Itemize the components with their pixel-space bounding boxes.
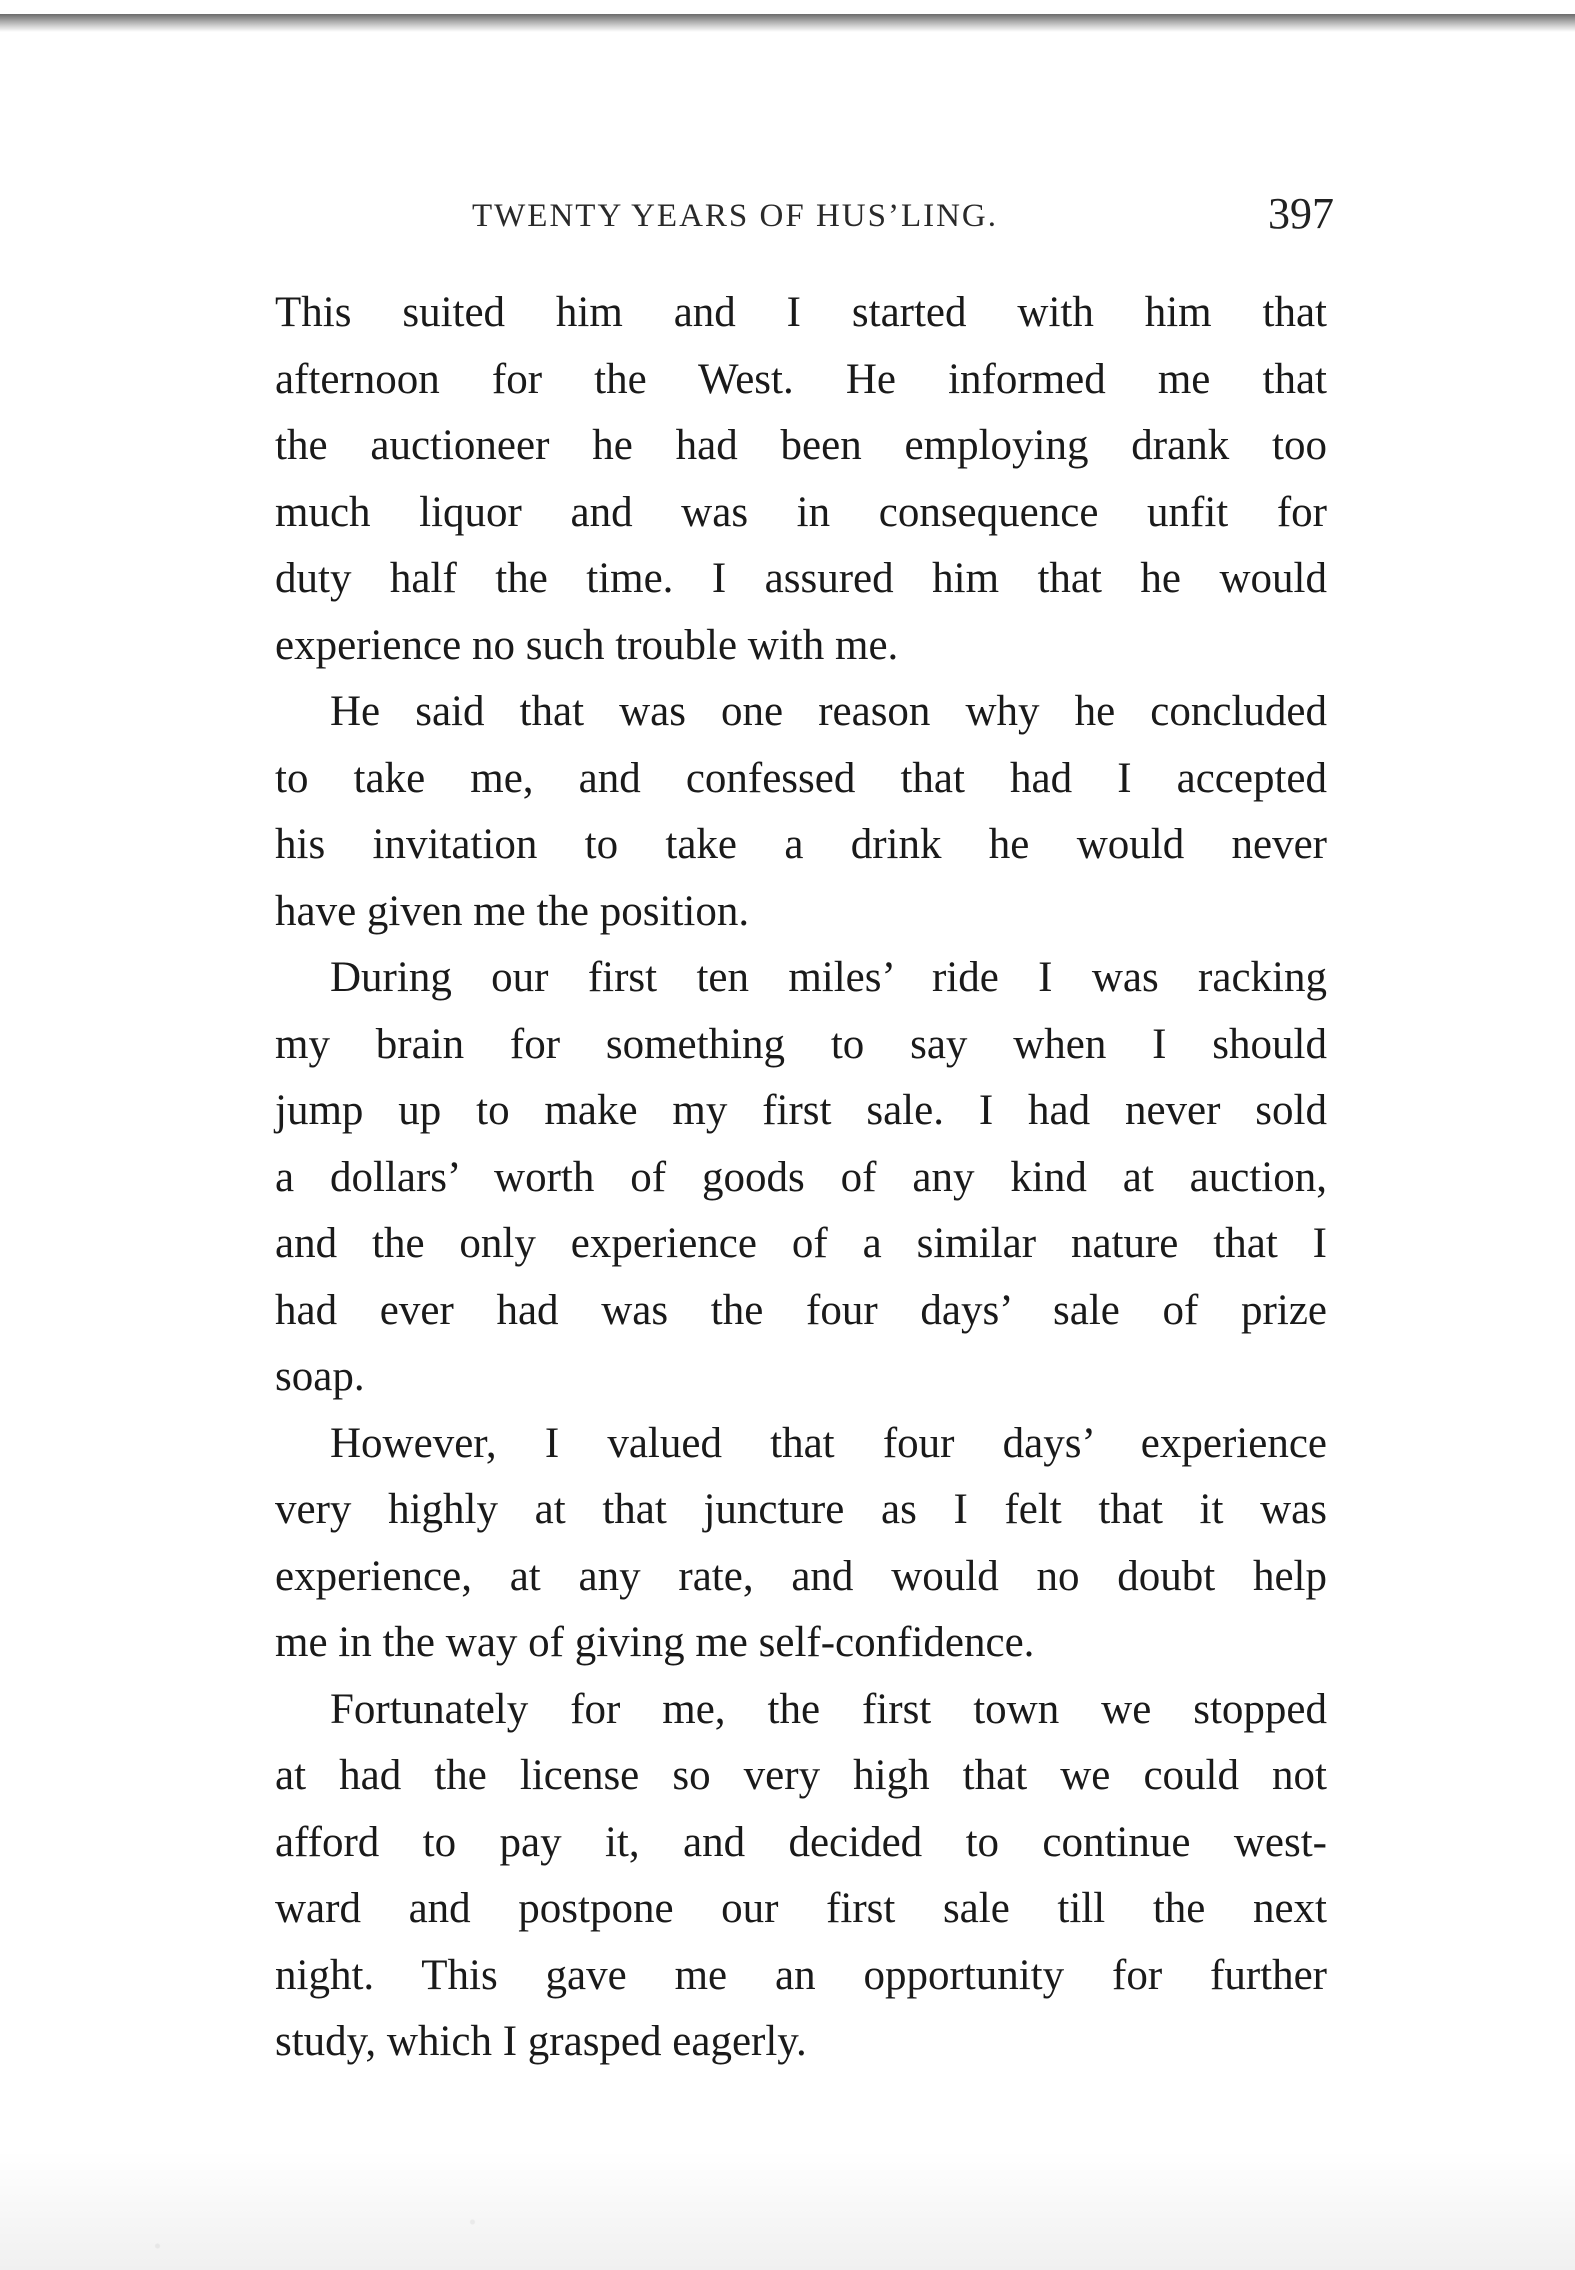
page-number: 397 bbox=[1268, 189, 1334, 238]
text-line: Fortunately for me, the first town we stopped bbox=[330, 1685, 1327, 1733]
text-line: night. This gave me an opportunity for further bbox=[275, 1951, 1327, 1999]
text-line: to take me, and confessed that had I accepted bbox=[275, 754, 1327, 802]
paragraph bbox=[275, 679, 1327, 945]
text-line: his invitation to take a drink he would never bbox=[275, 821, 1327, 868]
text-line: However, I valued that four days’ experience bbox=[330, 1419, 1327, 1467]
text-line: my brain for something to say when I should bbox=[275, 1020, 1327, 1068]
text-line: afford to pay it, and decided to continue west- bbox=[275, 1818, 1327, 1866]
paragraph bbox=[275, 1411, 1327, 1677]
paragraph bbox=[275, 1677, 1327, 2076]
text-line: at had the license so very high that we could not bbox=[275, 1752, 1327, 1799]
text-line: soap. bbox=[275, 1353, 365, 1400]
text-line: jump up to make my first sale. I had never sold bbox=[275, 1087, 1327, 1134]
text-line: experience no such trouble with me. bbox=[275, 621, 899, 669]
text-line: very highly at that juncture as I felt that it was bbox=[275, 1486, 1327, 1533]
text-line: study, which I grasped eagerly. bbox=[275, 2018, 807, 2065]
scan-top-edge bbox=[0, 14, 1575, 32]
text-line: had ever had was the four days’ sale of prize bbox=[275, 1286, 1327, 1334]
text-line: much liquor and was in consequence unfit for bbox=[275, 488, 1327, 536]
text-line: experience, at any rate, and would no doubt help bbox=[275, 1552, 1327, 1600]
text-line: ward and postpone our first sale till the next bbox=[275, 1885, 1327, 1932]
text-line: have given me the position. bbox=[275, 887, 750, 935]
text-line: a dollars’ worth of goods of any kind at auction, bbox=[275, 1153, 1327, 1201]
text-line: duty half the time. I assured him that he would bbox=[275, 555, 1327, 602]
paragraph bbox=[275, 945, 1327, 1411]
text-line: This suited him and I started with him that bbox=[275, 289, 1327, 336]
page-header bbox=[472, 188, 1334, 248]
paragraph bbox=[275, 280, 1327, 679]
running-title: TWENTY YEARS OF HUS’LING. bbox=[472, 198, 999, 234]
scan-bottom-noise bbox=[0, 2150, 1575, 2270]
text-line: and the only experience of a similar nature that I bbox=[275, 1220, 1327, 1267]
text-line: He said that was one reason why he concluded bbox=[330, 688, 1327, 735]
body-text bbox=[275, 280, 1327, 2076]
text-line: me in the way of giving me self-confidence. bbox=[275, 1619, 1035, 1666]
text-line: the auctioneer he had been employing drank too bbox=[275, 422, 1327, 469]
text-line: During our first ten miles’ ride I was racking bbox=[330, 954, 1327, 1001]
text-line: afternoon for the West. He informed me that bbox=[275, 355, 1327, 403]
